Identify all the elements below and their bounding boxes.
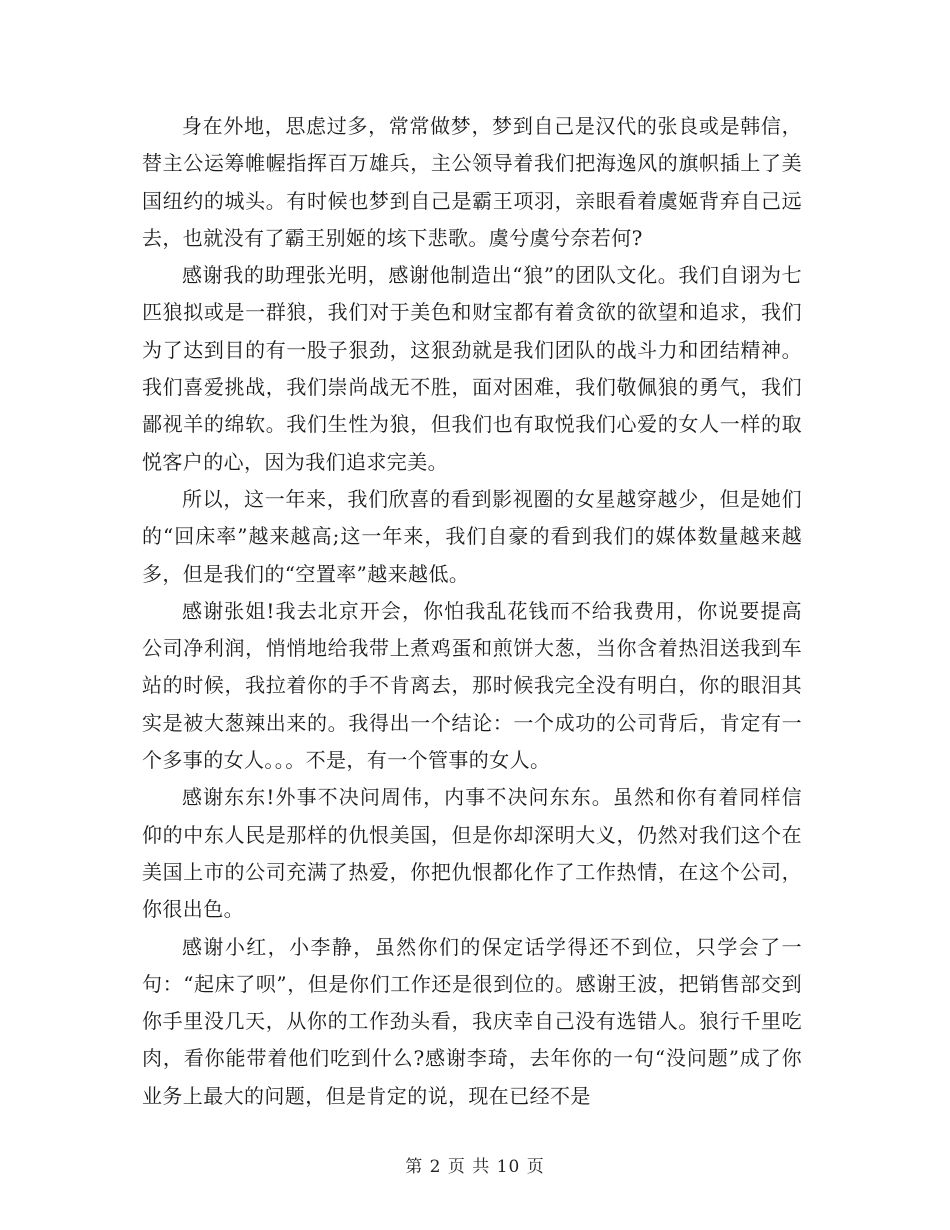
page-number-label: 第 2 页 共 10 页 bbox=[405, 1157, 545, 1177]
paragraph-dream: 身在外地，思虑过多，常常做梦，梦到自己是汉代的张良或是韩信，替主公运筹帷幄指挥百万雄兵，主公领导着我们把海逸风的旗帜插上了美国纽约的城头。有时候也梦到自己是霸王项羽，亲眼看着虞姬背弃自己远去，也就没有了霸王别姬的垓下悲歌。虞兮虞兮奈若何? bbox=[142, 114, 802, 250]
paragraph-thanks-team: 感谢小红，小李静，虽然你们的保定话学得还不到位，只学会了一句：“起床了呗”，但是你们工作还是很到位的。感谢王波，把销售部交到你手里没几天，从你的工作劲头看，我庆幸自己没有选错人。狼行千里吃肉，看你能带着他们吃到什么?感谢李琦，去年你的一句“没问题”成了你业务上最大的问题，但是肯定的说，现在已经不是 bbox=[142, 934, 802, 1108]
paragraph-this-year: 所以，这一年来，我们欣喜的看到影视圈的女星越穿越少，但是她们的“回床率”越来越高;这一年来，我们自豪的看到我们的媒体数量越来越多，但是我们的“空置率”越来越低。 bbox=[142, 486, 802, 586]
paragraph-thanks-zhang: 感谢张姐!我去北京开会，你怕我乱花钱而不给我费用，你说要提高公司净利润，悄悄地给我带上煮鸡蛋和煎饼大葱，当你含着热泪送我到车站的时候，我拉着你的手不肯离去，那时候我完全没有明白，你的眼泪其实是被大葱辣出来的。我得出一个结论：一个成功的公司背后，肯定有一个多事的女人。。。不是，有一个管事的女人。 bbox=[142, 598, 802, 773]
paragraph-thanks-assistant: 感谢我的助理张光明，感谢他制造出“狼”的团队文化。我们自诩为七匹狼拟或是一群狼，我们对于美色和财宝都有着贪欲的欲望和追求，我们为了达到目的有一股子狠劲，这狠劲就是我们团队的战斗力和团结精神。我们喜爱挑战，我们崇尚战无不胜，面对困难，我们敬佩狼的勇气，我们鄙视羊的绵软。我们生性为狼，但我们也有取悦我们心爱的女人一样的取悦客户的心，因为我们追求完美。 bbox=[142, 263, 802, 474]
paragraph-thanks-dongdong: 感谢东东!外事不决问周伟，内事不决问东东。虽然和你有着同样信仰的中东人民是那样的仇恨美国，但是你却深明大义，仍然对我们这个在美国上市的公司充满了热爱，你把仇恨都化作了工作热情，在这个公司，你很出色。 bbox=[142, 785, 802, 922]
document-body bbox=[142, 108, 802, 1115]
page-footer bbox=[0, 1152, 950, 1177]
